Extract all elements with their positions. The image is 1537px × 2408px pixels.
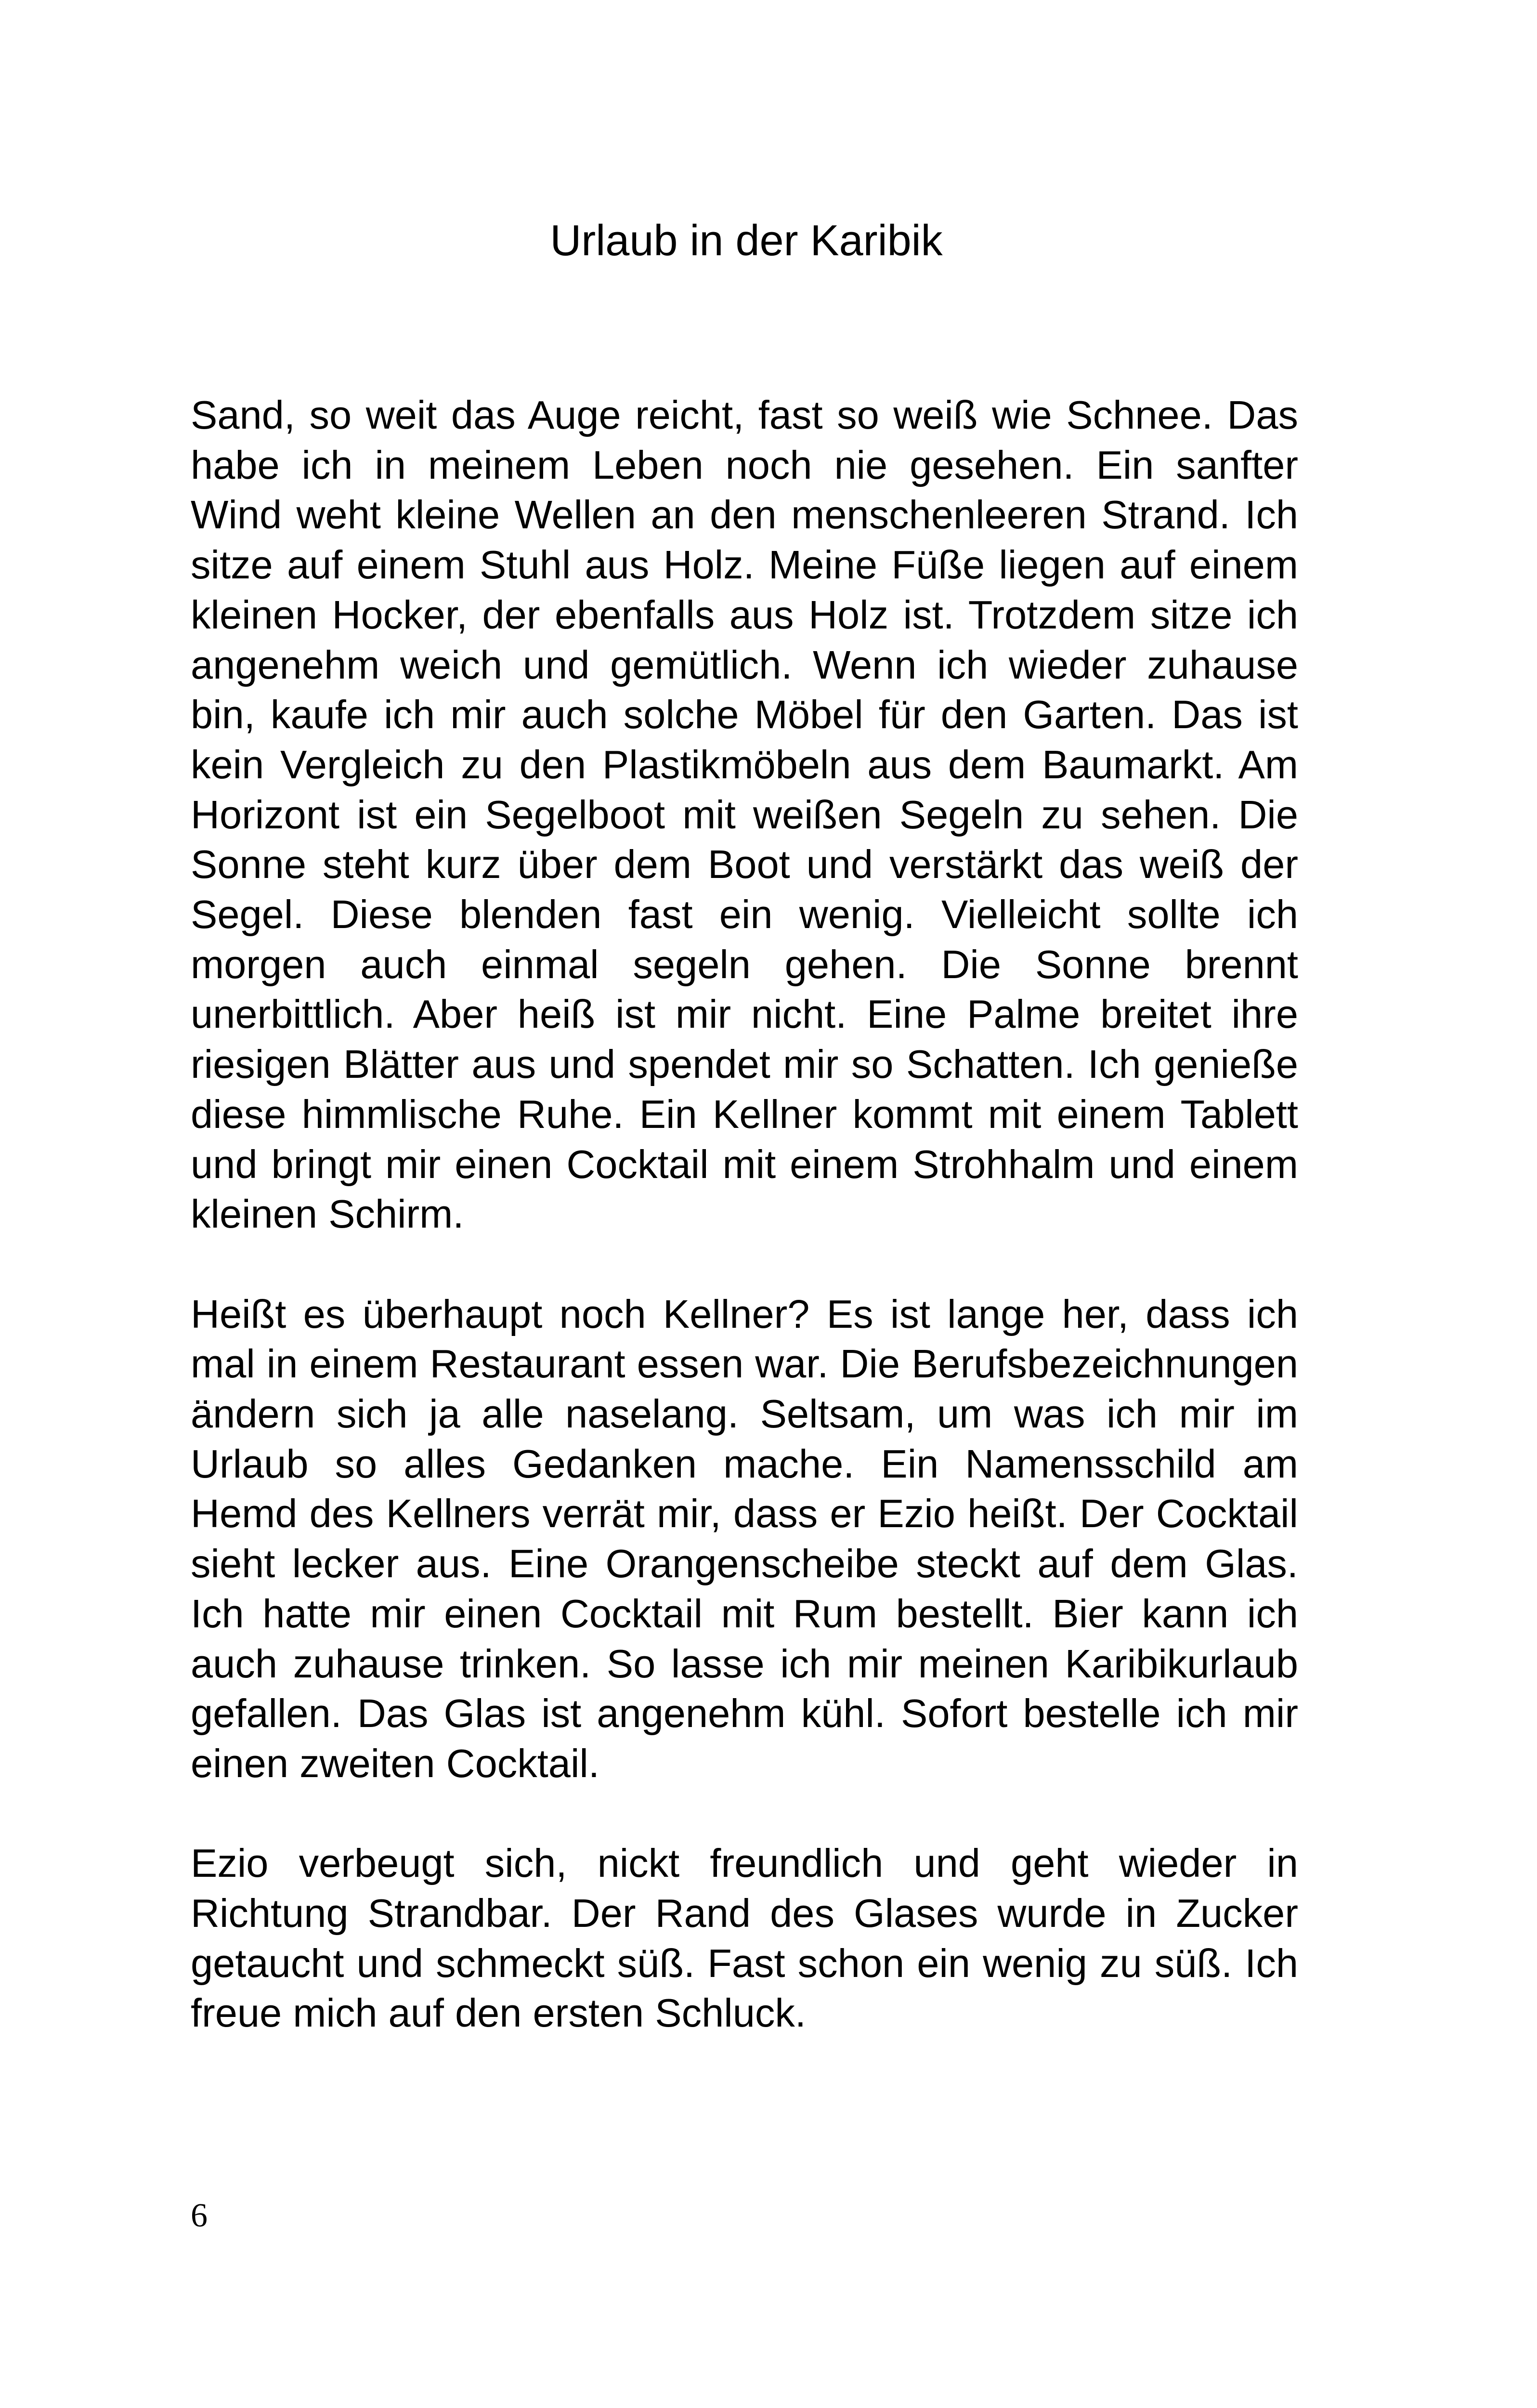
page-number: 6 xyxy=(191,2197,208,2234)
paragraph-2: Heißt es überhaupt noch Kellner? Es ist lange her, dass ich mal in einem Restaurant essen war. Die Berufsbezeichnungen ändern sich ja alle naselang. Seltsam, um was ich mir im Urlaub so alles Gedanken mache. Ein Namensschild am Hemd des Kellners verrät mir, dass er Ezio heißt. Der Cocktail sieht lecker aus. Eine Orangenscheibe steckt auf dem Glas. Ich hatte mir einen Cocktail mit Rum bestellt. Bier kann ich auch zuhause trinken. So lasse ich mir meinen Karibikurlaub gefallen. Das Glas ist angenehm kühl. Sofort bestelle ich mir einen zweiten Cocktail. xyxy=(191,1291,1298,1786)
paragraph-1: Sand, so weit das Auge reicht, fast so weiß wie Schnee. Das habe ich in meinem Leben noch nie gesehen. Ein sanfter Wind weht kleine Wellen an den menschenleeren Strand. Ich sitze auf einem Stuhl aus Holz. Meine Füße liegen auf einem kleinen Hocker, der ebenfalls aus Holz ist. Trotzdem sitze ich angenehm weich und gemütlich. Wenn ich wieder zuhause bin, kaufe ich mir auch solche Möbel für den Garten. Das ist kein Vergleich zu den Plastikmöbeln aus dem Baumarkt. Am Horizont ist ein Segelboot mit weißen Segeln zu sehen. Die Sonne steht kurz über dem Boot und verstärkt das weiß der Segel. Diese blenden fast ein wenig. Vielleicht sollte ich morgen auch einmal segeln gehen. Die Sonne brennt unerbittlich. Aber heiß ist mir nicht. Eine Palme breitet ihre riesigen Blätter aus und spendet mir so Schatten. Ich genieße diese himmlische Ruhe. Ein Kellner kommt mit einem Tablett und bringt mir einen Cocktail mit einem Strohhalm und einem kleinen Schirm. xyxy=(191,393,1298,1237)
chapter-body xyxy=(191,390,1298,2038)
chapter-title: Urlaub in der Karibik xyxy=(550,217,943,265)
paragraph-3: Ezio verbeugt sich, nickt freundlich und geht wieder in Richtung Strandbar. Der Rand des Glases wurde in Zucker getaucht und schmeckt süß. Fast schon ein wenig zu süß. Ich freue mich auf den ersten Schluck. xyxy=(191,1841,1298,2036)
